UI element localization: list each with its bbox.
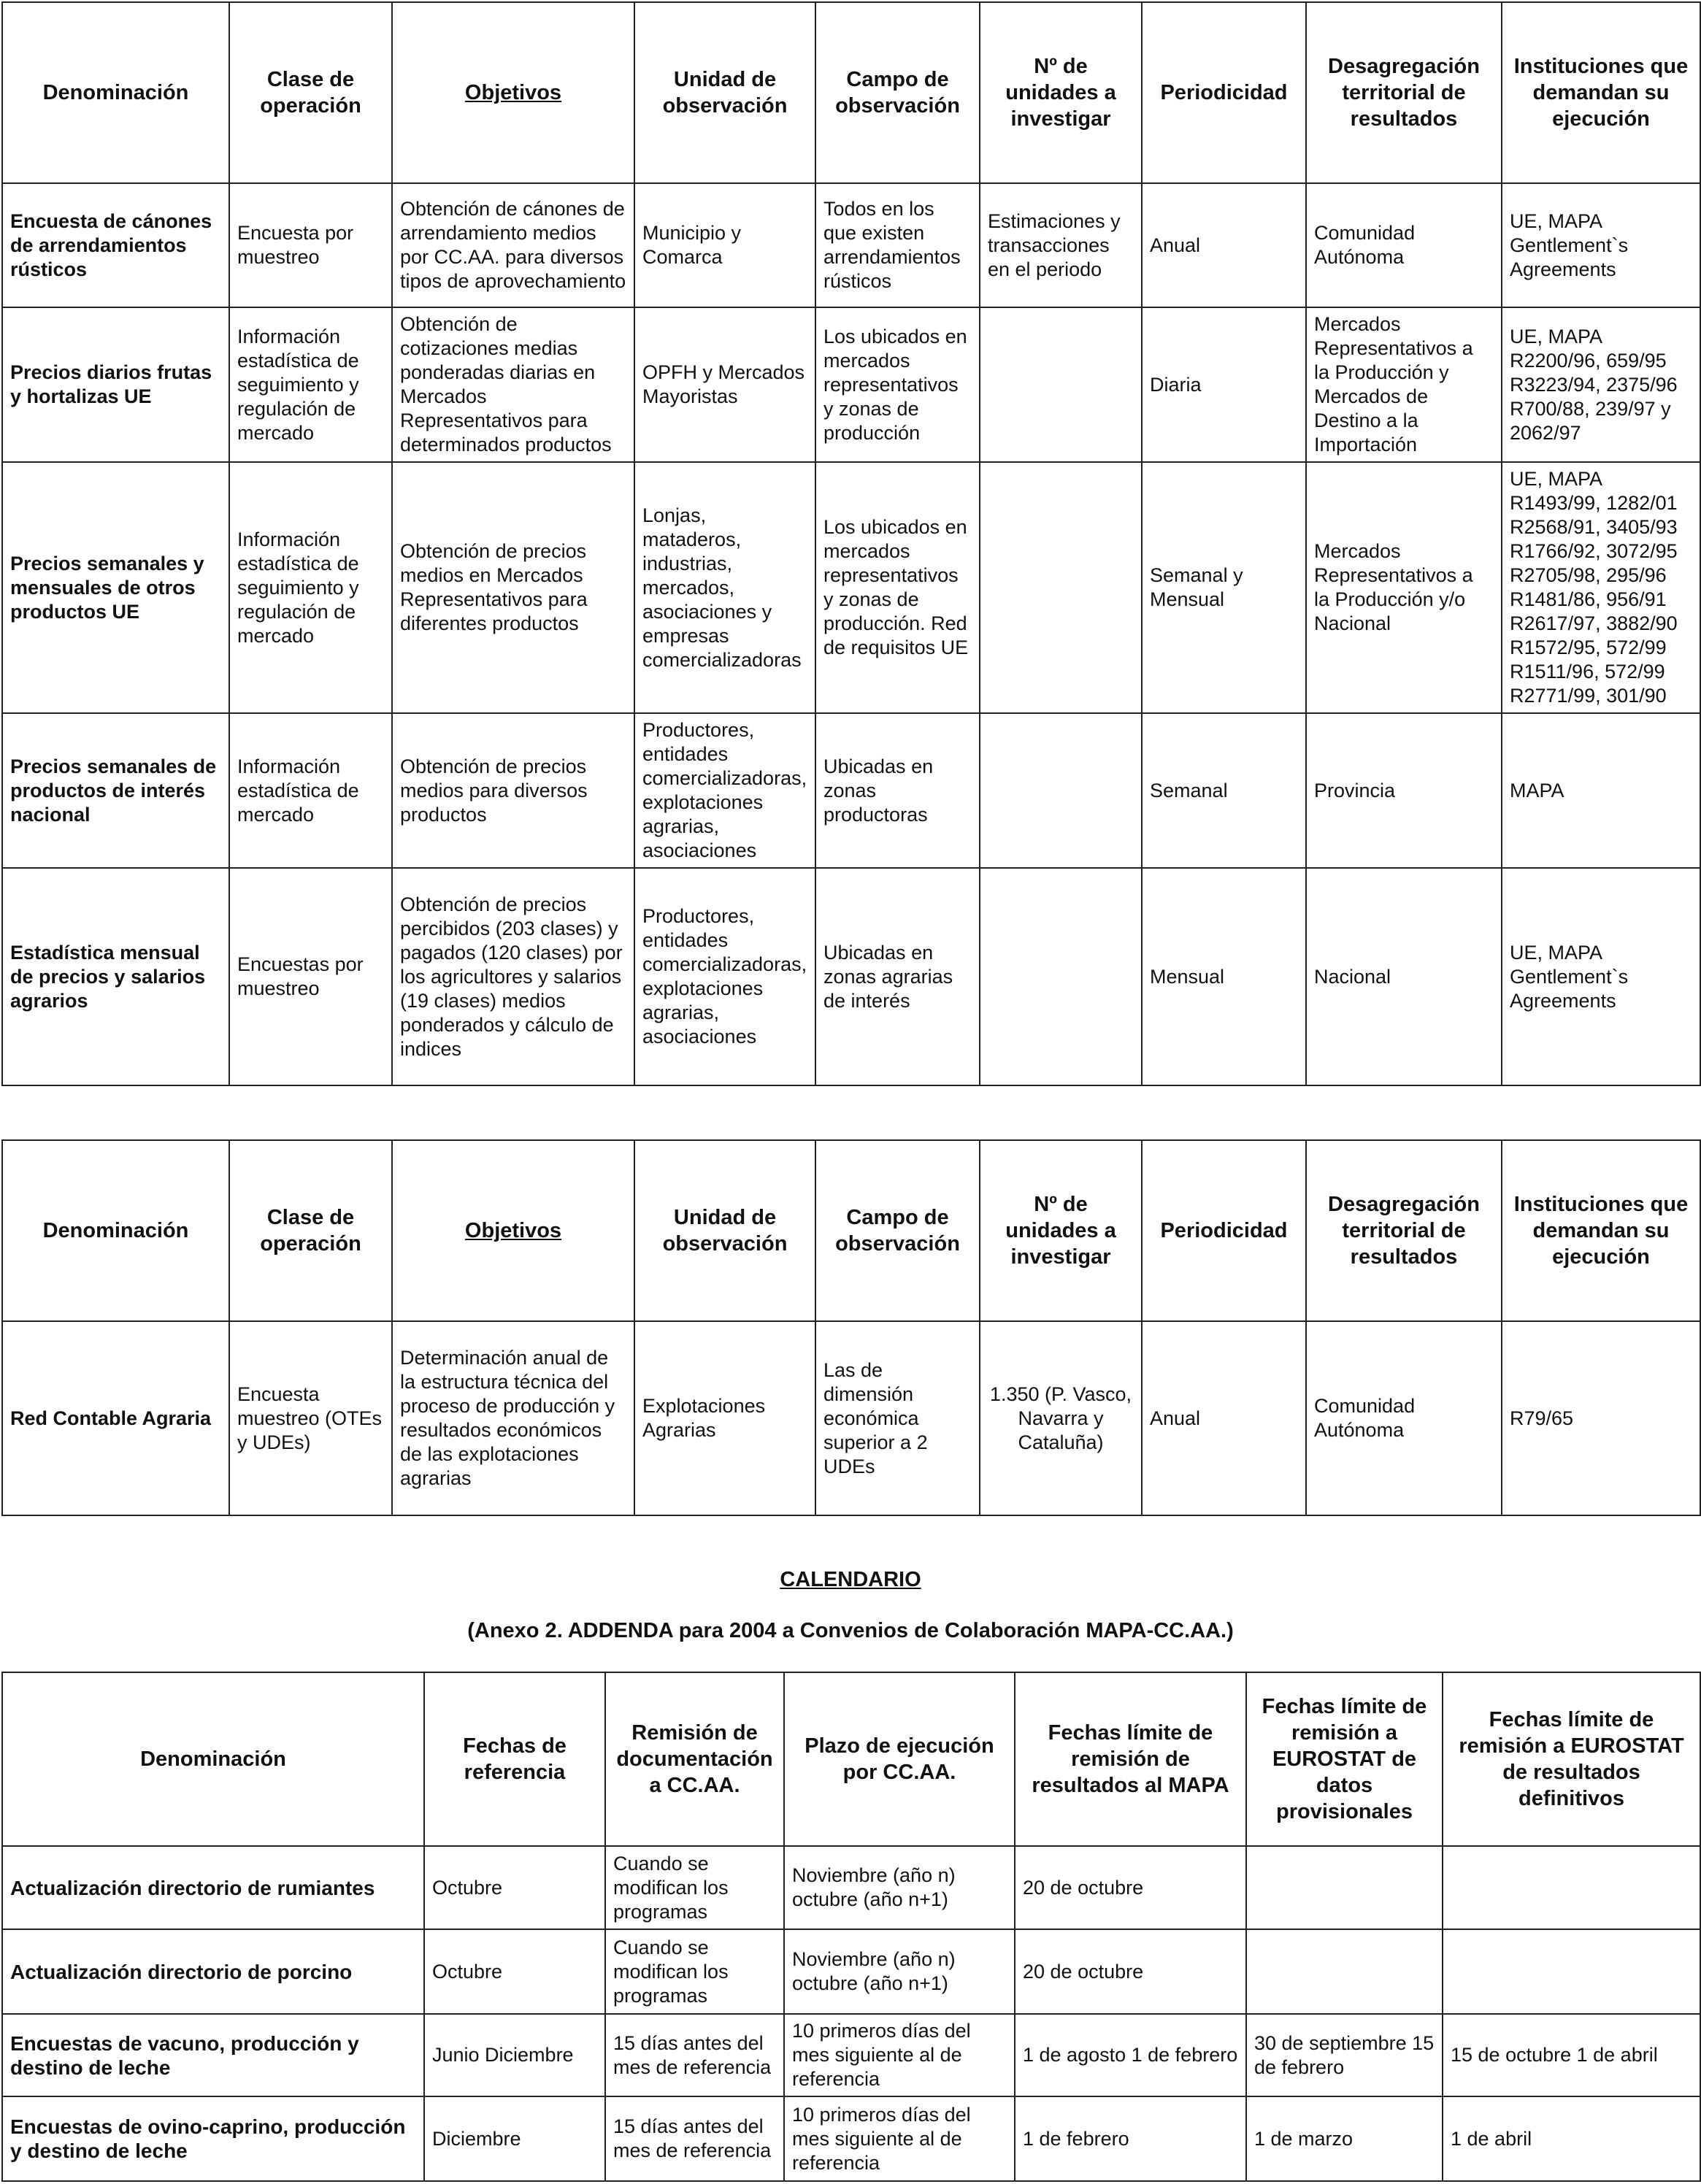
- plazo-line: 10 primeros días del mes siguiente al de referencia: [792, 2020, 971, 2090]
- table-header-row: [2, 2, 1700, 183]
- plazo-line: octubre (año n+1): [792, 1972, 948, 1994]
- cell-instituciones: [1502, 868, 1700, 1085]
- cell-eurostat-def: 15 de octubre 1 de abril: [1443, 2014, 1700, 2096]
- cell-referencia: Diciembre: [424, 2096, 605, 2181]
- header-instituciones: Instituciones que demandan su ejecución: [1502, 1140, 1700, 1321]
- header-periodicidad: Periodicidad: [1142, 1140, 1306, 1321]
- cell-referencia: Octubre: [424, 1846, 605, 1929]
- cell-campo: Todos en los que existen arrendamientos rústicos: [815, 183, 980, 307]
- cell-referencia: Junio Diciembre: [424, 2014, 605, 2096]
- institution-line: UE, MAPA: [1510, 325, 1603, 347]
- cell-periodicidad: Anual: [1142, 183, 1306, 307]
- institution-line: R2705/98, 295/96: [1510, 564, 1667, 586]
- cell-n-unidades: [980, 713, 1142, 868]
- plazo-line: 10 primeros días del mes siguiente al de referencia: [792, 2103, 971, 2174]
- institution-line: Agreements: [1510, 258, 1616, 280]
- cell-plazo: [784, 2096, 1015, 2181]
- header-periodicidad: Periodicidad: [1142, 2, 1306, 183]
- header-eurostat-prov: Fechas límite de remisión a EUROSTAT de datos provisionales: [1246, 1672, 1443, 1846]
- institution-line: MAPA: [1510, 779, 1564, 801]
- cell-mapa: 20 de octubre: [1015, 1846, 1246, 1929]
- cell-eurostat-def: [1443, 1929, 1700, 2014]
- cell-plazo: [784, 2014, 1015, 2096]
- institution-line: 2062/97: [1510, 421, 1581, 444]
- institution-line: R2771/99, 301/90: [1510, 685, 1667, 707]
- header-denominacion: Denominación: [2, 2, 229, 183]
- header-objetivos: [392, 1140, 634, 1321]
- header-desagregacion: Desagregación territorial de resultados: [1306, 2, 1502, 183]
- header-campo: Campo de observación: [815, 2, 980, 183]
- cell-denominacion: Precios semanales de productos de interés nacional: [2, 713, 229, 868]
- cell-plazo: [784, 1846, 1015, 1929]
- cell-mapa: 1 de febrero: [1015, 2096, 1246, 2181]
- calendar-table: [1, 1672, 1701, 2182]
- table-row: [2, 1929, 1700, 2014]
- table-row: [2, 868, 1700, 1085]
- header-unidad: Unidad de observación: [634, 1140, 815, 1321]
- institution-line: R700/88, 239/97 y: [1510, 397, 1671, 420]
- cell-unidad: Productores, entidades comercializadoras, explotaciones agrarias, asociaciones: [634, 868, 815, 1085]
- cell-clase: Encuesta por muestreo: [229, 183, 392, 307]
- table-row: [2, 2014, 1700, 2096]
- cell-remision-doc: 15 días antes del mes de referencia: [605, 2096, 784, 2181]
- cell-denominacion: Estadística mensual de precios y salarios agrarios: [2, 868, 229, 1085]
- institution-line: R1511/96, 572/99: [1510, 661, 1665, 682]
- cell-objetivos: Determinación anual de la estructura técnica del proceso de producción y resultados económicos de las explotaciones agrarias: [392, 1321, 634, 1515]
- table-row: [2, 713, 1700, 868]
- operations-table: [1, 1, 1701, 1086]
- cell-desagregacion: Comunidad Autónoma: [1306, 183, 1502, 307]
- cell-campo: Ubicadas en zonas agrarias de interés: [815, 868, 980, 1085]
- cell-periodicidad: Semanal: [1142, 713, 1306, 868]
- cell-desagregacion: Provincia: [1306, 713, 1502, 868]
- cell-desagregacion: Mercados Representativos a la Producción y/o Nacional: [1306, 462, 1502, 713]
- institution-line: Agreements: [1510, 989, 1616, 1012]
- cell-periodicidad: Semanal y Mensual: [1142, 462, 1306, 713]
- header-eurostat-def: Fechas límite de remisión a EUROSTAT de resultados definitivos: [1443, 1672, 1700, 1846]
- cell-denominacion: Encuestas de ovino-caprino, producción y destino de leche: [2, 2096, 424, 2181]
- cell-unidad: Productores, entidades comercializadoras, explotaciones agrarias, asociaciones: [634, 713, 815, 868]
- header-clase: Clase de operación: [229, 2, 392, 183]
- cell-eurostat-def: [1443, 1846, 1700, 1929]
- table-row: [2, 462, 1700, 713]
- cell-referencia: Octubre: [424, 1929, 605, 2014]
- institution-line: R2568/91, 3405/93: [1510, 516, 1678, 538]
- cell-denominacion: Precios semanales y mensuales de otros productos UE: [2, 462, 229, 713]
- table-header-row: [2, 1140, 1700, 1321]
- cell-periodicidad: Mensual: [1142, 868, 1306, 1085]
- header-remision-doc: Remisión de documentación a CC.AA.: [605, 1672, 784, 1846]
- table-row: [2, 183, 1700, 307]
- cell-denominacion: Actualización directorio de porcino: [2, 1929, 424, 2014]
- header-plazo: Plazo de ejecución por CC.AA.: [784, 1672, 1015, 1846]
- header-n-unidades: Nº de unidades a investigar: [980, 1140, 1142, 1321]
- cell-clase: Encuesta muestreo (OTEs y UDEs): [229, 1321, 392, 1515]
- institution-line: R2617/97, 3882/90: [1510, 612, 1678, 634]
- cell-objetivos: Obtención de cotizaciones medias ponderadas diarias en Mercados Representativos para determinados productos: [392, 307, 634, 462]
- header-mapa: Fechas límite de remisión de resultados al MAPA: [1015, 1672, 1246, 1846]
- header-campo: Campo de observación: [815, 1140, 980, 1321]
- cell-eurostat-prov: [1246, 1929, 1443, 2014]
- cell-desagregacion: Comunidad Autónoma: [1306, 1321, 1502, 1515]
- cell-denominacion: Precios diarios frutas y hortalizas UE: [2, 307, 229, 462]
- table-row: [2, 1321, 1700, 1515]
- cell-denominacion: Encuestas de vacuno, producción y destino de leche: [2, 2014, 424, 2096]
- cell-objetivos: Obtención de precios medios en Mercados Representativos para diferentes productos: [392, 462, 634, 713]
- header-denominacion: Denominación: [2, 1672, 424, 1846]
- header-denominacion: Denominación: [2, 1140, 229, 1321]
- cell-mapa: 1 de agosto 1 de febrero: [1015, 2014, 1246, 2096]
- institution-line: R1766/92, 3072/95: [1510, 540, 1678, 562]
- calendar-title: CALENDARIO: [780, 1568, 921, 1591]
- cell-clase: Información estadística de seguimiento y regulación de mercado: [229, 307, 392, 462]
- cell-n-unidades: [980, 462, 1142, 713]
- institution-line: R3223/94, 2375/96: [1510, 373, 1678, 396]
- cell-n-unidades: 1.350 (P. Vasco, Navarra y Cataluña): [980, 1321, 1142, 1515]
- institution-line: UE, MAPA: [1510, 468, 1603, 490]
- institution-line: UE, MAPA: [1510, 209, 1603, 232]
- cell-clase: Información estadística de mercado: [229, 713, 392, 868]
- cell-remision-doc: Cuando se modifican los programas: [605, 1929, 784, 2014]
- cell-denominacion: Encuesta de cánones de arrendamientos rústicos: [2, 183, 229, 307]
- cell-objetivos: Obtención de precios medios para diversos productos: [392, 713, 634, 868]
- cell-unidad: Lonjas, mataderos, industrias, mercados, asociaciones y empresas comercializadoras: [634, 462, 815, 713]
- cell-denominacion: Red Contable Agraria: [2, 1321, 229, 1515]
- cell-campo: Los ubicados en mercados representativos y zonas de producción: [815, 307, 980, 462]
- header-n-unidades: Nº de unidades a investigar: [980, 2, 1142, 183]
- cell-campo: Los ubicados en mercados representativos y zonas de producción. Red de requisitos UE: [815, 462, 980, 713]
- header-objetivos: [392, 2, 634, 183]
- cell-instituciones: R79/65: [1502, 1321, 1700, 1515]
- institution-line: R2200/96, 659/95: [1510, 349, 1667, 372]
- cell-periodicidad: Diaria: [1142, 307, 1306, 462]
- cell-campo: Las de dimensión económica superior a 2 UDEs: [815, 1321, 980, 1515]
- cell-plazo: [784, 1929, 1015, 2014]
- header-instituciones: Instituciones que demandan su ejecución: [1502, 2, 1700, 183]
- cell-mapa: 20 de octubre: [1015, 1929, 1246, 2014]
- cell-unidad: Explotaciones Agrarias: [634, 1321, 815, 1515]
- header-clase: Clase de operación: [229, 1140, 392, 1321]
- table-header-row: [2, 1672, 1700, 1846]
- cell-clase: Encuestas por muestreo: [229, 868, 392, 1085]
- cell-clase: Información estadística de seguimiento y regulación de mercado: [229, 462, 392, 713]
- cell-n-unidades: [980, 307, 1142, 462]
- institution-line: R1572/95, 572/99: [1510, 637, 1667, 658]
- cell-denominacion: Actualización directorio de rumiantes: [2, 1846, 424, 1929]
- header-unidad: Unidad de observación: [634, 2, 815, 183]
- header-referencia: Fechas de referencia: [424, 1672, 605, 1846]
- cell-n-unidades: [980, 868, 1142, 1085]
- cell-desagregacion: Mercados Representativos a la Producción y Mercados de Destino a la Importación: [1306, 307, 1502, 462]
- cell-remision-doc: Cuando se modifican los programas: [605, 1846, 784, 1929]
- cell-eurostat-prov: 1 de marzo: [1246, 2096, 1443, 2181]
- header-objetivos-text: Objetivos: [464, 1219, 562, 1242]
- plazo-line: Noviembre (año n): [792, 1948, 956, 1970]
- plazo-line: octubre (año n+1): [792, 1888, 948, 1910]
- institution-line: Gentlement`s: [1510, 234, 1629, 256]
- cell-unidad: Municipio y Comarca: [634, 183, 815, 307]
- cell-eurostat-prov: 30 de septiembre 15 de febrero: [1246, 2014, 1443, 2096]
- cell-n-unidades: Estimaciones y transacciones en el periodo: [980, 183, 1142, 307]
- cell-unidad: OPFH y Mercados Mayoristas: [634, 307, 815, 462]
- institution-line: Gentlement`s: [1510, 965, 1629, 988]
- cell-periodicidad: Anual: [1142, 1321, 1306, 1515]
- institution-line: UE, MAPA: [1510, 941, 1603, 964]
- cell-objetivos: Obtención de precios percibidos (203 clases) y pagados (120 clases) por los agricultores y salarios (19 clases) medios ponderados y cálculo de indices: [392, 868, 634, 1085]
- calendar-subtitle: (Anexo 2. ADDENDA para 2004 a Convenios de Colaboración MAPA-CC.AA.): [467, 1619, 1234, 1642]
- table-row: [2, 307, 1700, 462]
- header-objetivos-text: Objetivos: [464, 81, 562, 104]
- cell-instituciones: [1502, 183, 1700, 307]
- institution-line: R1481/86, 956/91: [1510, 588, 1667, 610]
- table-row: [2, 1846, 1700, 1929]
- table-row: [2, 2096, 1700, 2181]
- cell-campo: Ubicadas en zonas productoras: [815, 713, 980, 868]
- header-desagregacion: Desagregación territorial de resultados: [1306, 1140, 1502, 1321]
- cell-remision-doc: 15 días antes del mes de referencia: [605, 2014, 784, 2096]
- cell-instituciones: [1502, 713, 1700, 868]
- red-contable-table: [1, 1139, 1701, 1516]
- cell-eurostat-prov: [1246, 1846, 1443, 1929]
- cell-objetivos: Obtención de cánones de arrendamiento medios por CC.AA. para diversos tipos de aprovechamiento: [392, 183, 634, 307]
- cell-instituciones: [1502, 307, 1700, 462]
- plazo-line: Noviembre (año n): [792, 1864, 956, 1886]
- institution-line: R1493/99, 1282/01: [1510, 492, 1678, 514]
- cell-eurostat-def: 1 de abril: [1443, 2096, 1700, 2181]
- cell-instituciones: [1502, 462, 1700, 713]
- cell-desagregacion: Nacional: [1306, 868, 1502, 1085]
